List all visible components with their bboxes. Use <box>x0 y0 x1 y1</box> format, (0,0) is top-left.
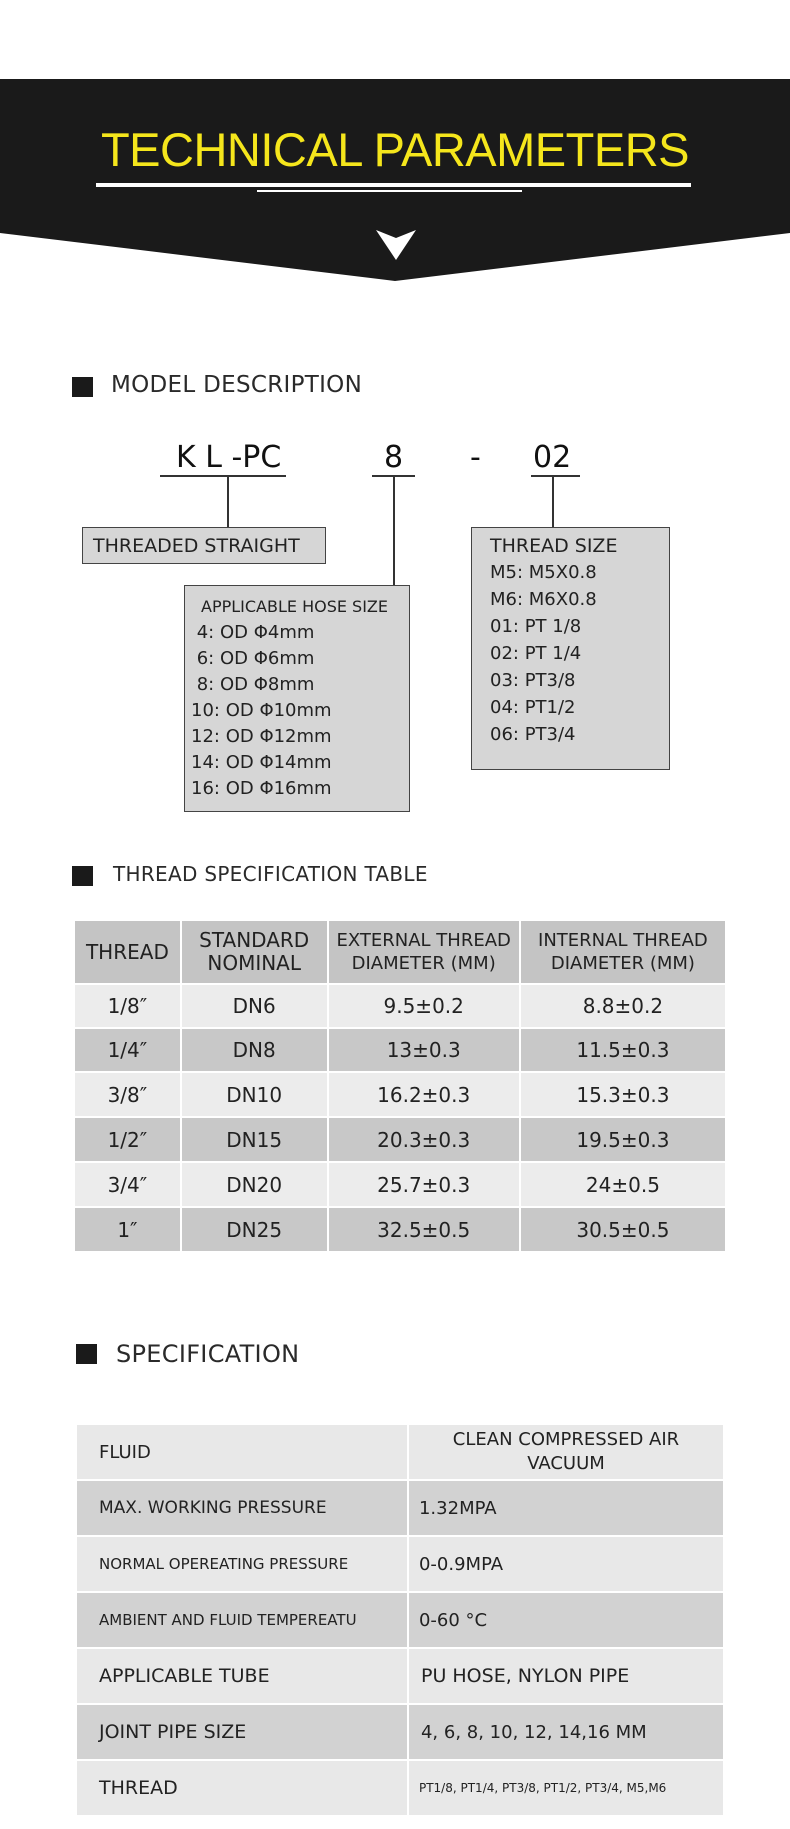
spec-label: MAX. WORKING PRESSURE <box>76 1480 408 1536</box>
table-row <box>76 1424 724 1480</box>
thread-size-item: 06: PT3/4 <box>490 724 576 745</box>
table-cell: DN8 <box>181 1028 328 1072</box>
title-underline <box>96 183 691 187</box>
table-cell: DN10 <box>181 1072 328 1117</box>
section-heading-thread-table: THREAD SPECIFICATION TABLE <box>113 862 428 886</box>
table-cell: 25.7±0.3 <box>328 1162 520 1207</box>
table-row <box>74 1162 726 1207</box>
thread-size-item: 04: PT1/2 <box>490 697 576 718</box>
spec-value: PT1/8, PT1/4, PT3/8, PT1/2, PT3/4, M5,M6 <box>408 1760 724 1816</box>
section-heading-model: MODEL DESCRIPTION <box>111 372 363 398</box>
spec-value: 4, 6, 8, 10, 12, 14,16 MM <box>408 1704 724 1760</box>
table-cell: 24±0.5 <box>520 1162 726 1207</box>
table-header-row <box>74 920 726 984</box>
spec-label: JOINT PIPE SIZE <box>76 1704 408 1760</box>
connector-line <box>393 476 395 585</box>
table-row <box>74 1028 726 1072</box>
code-underline <box>531 475 580 477</box>
table-cell: 15.3±0.3 <box>520 1072 726 1117</box>
table-cell: 1/8″ <box>74 984 181 1028</box>
thread-size-title: THREAD SIZE <box>490 535 618 557</box>
specification-table <box>75 1423 725 1817</box>
table-cell: 1/2″ <box>74 1117 181 1162</box>
column-header: STANDARD NOMINAL <box>181 920 328 984</box>
thread-size-item: 02: PT 1/4 <box>490 643 582 664</box>
thread-size-item: M5: M5X0.8 <box>490 562 597 583</box>
section-bullet <box>76 1344 97 1364</box>
table-cell: 3/4″ <box>74 1162 181 1207</box>
hose-size-title: APPLICABLE HOSE SIZE <box>201 597 388 616</box>
table-cell: 13±0.3 <box>328 1028 520 1072</box>
table-cell: 19.5±0.3 <box>520 1117 726 1162</box>
spec-label: APPLICABLE TUBE <box>76 1648 408 1704</box>
table-cell: 9.5±0.2 <box>328 984 520 1028</box>
table-cell: 8.8±0.2 <box>520 984 726 1028</box>
hose-size-item: 16: OD Φ16mm <box>191 778 332 799</box>
table-row <box>74 984 726 1028</box>
table-cell: 11.5±0.3 <box>520 1028 726 1072</box>
spec-value: 0-60 °C <box>408 1592 724 1648</box>
thread-size-item: 03: PT3/8 <box>490 670 576 691</box>
table-row <box>74 1207 726 1252</box>
spec-value: CLEAN COMPRESSED AIR VACUUM <box>408 1424 724 1480</box>
model-code-thread: 02 <box>533 440 572 475</box>
table-cell: 32.5±0.5 <box>328 1207 520 1252</box>
connector-line <box>227 476 229 527</box>
hose-size-item: 8: OD Φ8mm <box>191 674 315 695</box>
hose-size-item: 12: OD Φ12mm <box>191 726 332 747</box>
table-cell: 30.5±0.5 <box>520 1207 726 1252</box>
spec-value: 0-0.9MPA <box>408 1536 724 1592</box>
table-cell: DN25 <box>181 1207 328 1252</box>
table-row <box>76 1760 724 1816</box>
model-code-prefix: K L -PC <box>176 440 282 475</box>
type-box <box>82 527 326 564</box>
spec-label: AMBIENT AND FLUID TEMPEREATU <box>76 1592 408 1648</box>
table-row <box>74 1072 726 1117</box>
section-bullet <box>72 866 93 886</box>
table-cell: DN15 <box>181 1117 328 1162</box>
page-title: TECHNICAL PARAMETERS <box>100 123 690 176</box>
spec-value: PU HOSE, NYLON PIPE <box>408 1648 724 1704</box>
section-bullet <box>72 377 93 397</box>
spec-label: FLUID <box>76 1424 408 1480</box>
thread-size-box <box>471 527 670 770</box>
spec-label: NORMAL OPEREATING PRESSURE <box>76 1536 408 1592</box>
column-header: INTERNAL THREAD DIAMETER (MM) <box>520 920 726 984</box>
table-cell: 3/8″ <box>74 1072 181 1117</box>
thread-spec-table <box>73 919 727 1253</box>
type-label: THREADED STRAIGHT <box>93 535 300 557</box>
hose-size-item: 4: OD Φ4mm <box>191 622 315 643</box>
spec-value: 1.32MPA <box>408 1480 724 1536</box>
connector-line <box>552 476 554 527</box>
model-code-size: 8 <box>384 440 404 475</box>
table-row <box>76 1704 724 1760</box>
column-header: EXTERNAL THREAD DIAMETER (MM) <box>328 920 520 984</box>
hose-size-item: 6: OD Φ6mm <box>191 648 315 669</box>
code-underline <box>160 475 286 477</box>
table-row <box>76 1480 724 1536</box>
hose-size-box <box>184 585 410 812</box>
table-row <box>76 1648 724 1704</box>
table-row <box>74 1117 726 1162</box>
table-cell: 20.3±0.3 <box>328 1117 520 1162</box>
column-header: THREAD <box>74 920 181 984</box>
thread-size-item: M6: M6X0.8 <box>490 589 597 610</box>
spec-label: THREAD <box>76 1760 408 1816</box>
table-cell: 1/4″ <box>74 1028 181 1072</box>
table-cell: DN20 <box>181 1162 328 1207</box>
hose-size-item: 10: OD Φ10mm <box>191 700 332 721</box>
model-code-dash: - <box>470 440 481 475</box>
table-row <box>76 1592 724 1648</box>
hose-size-item: 14: OD Φ14mm <box>191 752 332 773</box>
table-cell: 16.2±0.3 <box>328 1072 520 1117</box>
chevron-down-icon <box>376 230 416 260</box>
section-heading-specification: SPECIFICATION <box>116 1340 300 1368</box>
table-cell: 1″ <box>74 1207 181 1252</box>
table-cell: DN6 <box>181 984 328 1028</box>
thread-size-item: 01: PT 1/8 <box>490 616 582 637</box>
table-row <box>76 1536 724 1592</box>
title-underline-thin <box>257 190 522 192</box>
